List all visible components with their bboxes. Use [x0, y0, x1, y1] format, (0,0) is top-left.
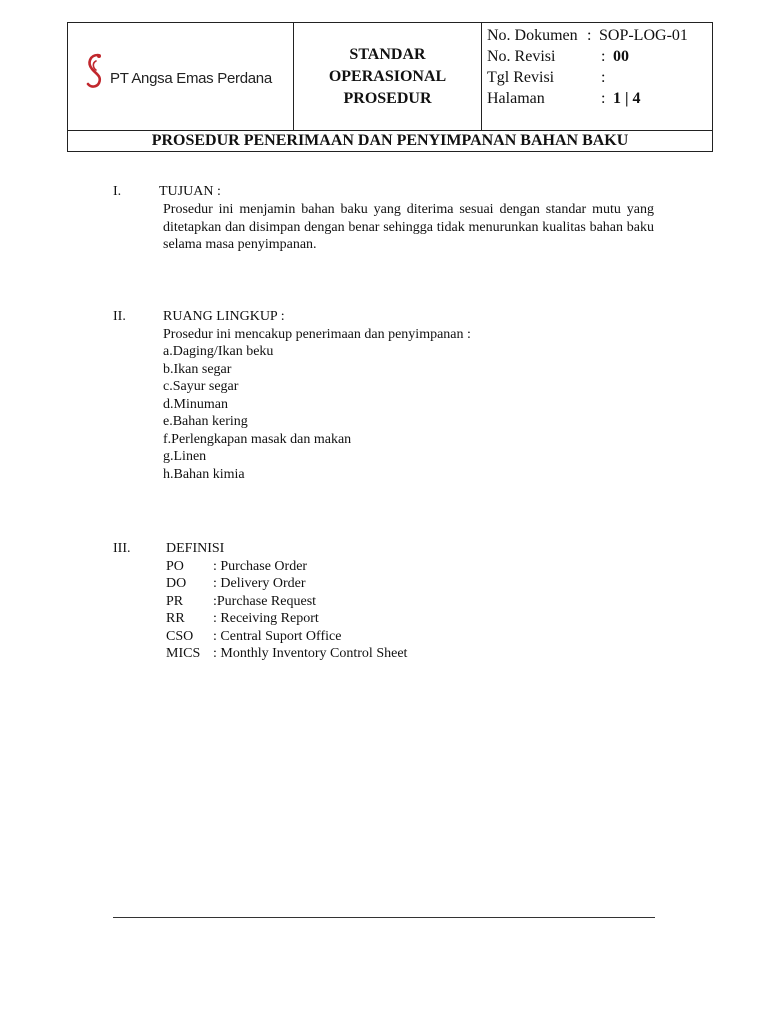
- title-line: OPERASIONAL: [328, 67, 447, 85]
- section-heading: DEFINISI: [166, 541, 225, 556]
- list-item: f.Perlengkapan masak dan makan: [163, 431, 352, 447]
- definition-row: [166, 645, 654, 663]
- section-content: [163, 308, 654, 483]
- section-number: II.: [113, 309, 126, 324]
- footer-divider: [113, 917, 655, 918]
- meta-revision-date: Tgl Revisi :: [487, 69, 606, 86]
- definition-text: :Purchase Request: [213, 593, 317, 609]
- section-text: Prosedur ini menjamin bahan baku yang diterima sesuai dengan standar mutu yang ditetapkan dan disimpan dengan benar sehingga tidak menurunkan kualitas bahan baku selama masa penyimpanan.: [163, 202, 654, 252]
- definition-row: [166, 628, 654, 646]
- list-item: d.Minuman: [163, 396, 228, 412]
- procedure-title: PROSEDUR PENERIMAAN DAN PENYIMPANAN BAHAN BAKU: [68, 130, 712, 151]
- title-line: STANDAR: [349, 45, 426, 63]
- section-number: I.: [113, 184, 122, 199]
- definition-row: [166, 610, 654, 628]
- swan-logo-icon: [82, 51, 108, 91]
- list-item: e.Bahan kering: [163, 414, 248, 429]
- definition-abbr: DO: [166, 576, 187, 591]
- company-logo-cell: [68, 23, 294, 130]
- definition-row: [166, 593, 654, 611]
- meta-page: Halaman : 1 | 4: [487, 90, 641, 107]
- definition-abbr: RR: [166, 611, 185, 626]
- definition-text: : Receiving Report: [213, 611, 319, 626]
- definition-abbr: PO: [166, 558, 184, 574]
- list-item: b.Ikan segar: [163, 361, 232, 377]
- definition-text: : Central Suport Office: [213, 628, 342, 644]
- document-meta: [482, 23, 713, 130]
- document-type-title: [294, 23, 482, 130]
- definition-abbr: PR: [166, 593, 184, 609]
- title-line: PROSEDUR: [343, 89, 432, 107]
- definition-text: : Delivery Order: [213, 576, 306, 591]
- section-heading: RUANG LINGKUP :: [163, 309, 285, 324]
- list-item: g.Linen: [163, 449, 207, 464]
- section-heading: TUJUAN :: [159, 184, 221, 199]
- definition-abbr: CSO: [166, 628, 194, 644]
- definition-row: [166, 575, 654, 593]
- definition-text: : Monthly Inventory Control Sheet: [213, 646, 408, 661]
- document-header: [67, 22, 713, 152]
- section-content: [166, 540, 654, 663]
- list-item: c.Sayur segar: [163, 379, 239, 394]
- meta-doc-number: No. Dokumen : SOP-LOG-01: [487, 27, 688, 44]
- company-name: PT Angsa Emas Perdana: [110, 69, 272, 87]
- definition-row: [166, 558, 654, 576]
- meta-revision: No. Revisi : 00: [487, 48, 629, 65]
- section-intro: Prosedur ini mencakup penerimaan dan penyimpanan :: [163, 326, 471, 342]
- section-number: III.: [113, 541, 131, 556]
- company-logo: [82, 51, 272, 91]
- list-item: h.Bahan kimia: [163, 466, 245, 482]
- list-item: a.Daging/Ikan beku: [163, 344, 274, 359]
- definition-text: : Purchase Order: [213, 558, 308, 574]
- definition-abbr: MICS: [166, 646, 201, 661]
